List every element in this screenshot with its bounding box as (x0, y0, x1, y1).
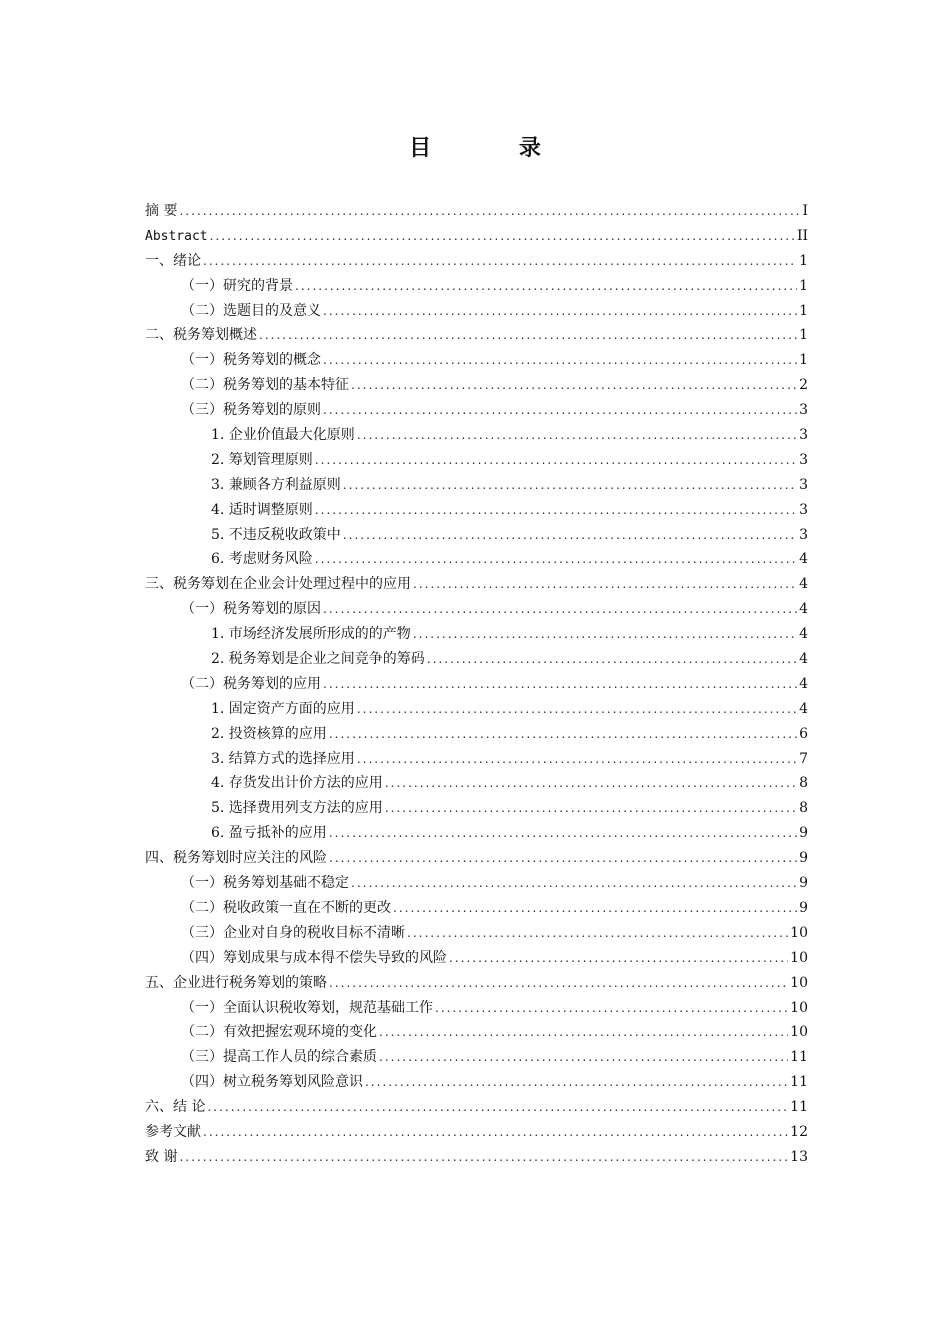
toc-entry-page-number: 6 (799, 725, 808, 742)
toc-entry-page-number: 4 (799, 651, 808, 668)
toc-entry[interactable] (145, 597, 808, 622)
toc-entry-label: 3. 结算方式的选择应用 (211, 750, 355, 767)
toc-entry[interactable] (145, 1120, 808, 1145)
toc-entry[interactable] (145, 274, 808, 299)
toc-entry-page-number: 1 (799, 327, 808, 344)
table-of-contents (145, 199, 808, 1170)
toc-entry-page-number: 1 (799, 252, 808, 269)
toc-entry[interactable] (145, 722, 808, 747)
toc-entry-page-number: 3 (799, 402, 808, 419)
toc-dot-leader (379, 1045, 788, 1070)
toc-entry-page-number: 8 (799, 800, 808, 817)
toc-entry-page-number: 1 (799, 352, 808, 369)
toc-entry[interactable] (145, 771, 808, 796)
toc-entry-label: （三）税务筹划的原则 (181, 402, 321, 419)
toc-entry-page-number: 4 (799, 626, 808, 643)
toc-entry-label: 摘 要 (145, 203, 178, 219)
toc-entry-page-number: 1 (799, 302, 808, 319)
toc-entry-page-number: 10 (790, 924, 808, 941)
toc-entry[interactable] (145, 747, 808, 772)
toc-entry-page-number: 10 (790, 974, 808, 991)
toc-dot-leader (351, 373, 797, 398)
toc-dot-leader (385, 796, 797, 821)
toc-dot-leader (343, 473, 797, 498)
toc-entry-label: 6. 盈亏抵补的应用 (211, 825, 327, 842)
toc-entry-label: （四）树立税务筹划风险意识 (181, 1074, 363, 1091)
toc-dot-leader (295, 274, 797, 299)
toc-entry[interactable] (145, 821, 808, 846)
toc-entry-page-number: 9 (799, 825, 808, 842)
toc-entry-label: 一、绪论 (145, 252, 201, 269)
toc-entry[interactable] (145, 1070, 808, 1095)
toc-entry-page-number: 12 (790, 1123, 808, 1140)
toc-entry-label: 5. 不违反税收政策中 (211, 526, 341, 543)
toc-dot-leader (379, 1020, 788, 1045)
toc-entry[interactable] (145, 871, 808, 896)
toc-entry-page-number: 13 (790, 1148, 808, 1165)
toc-entry-label: （二）税务筹划的应用 (181, 675, 321, 692)
toc-dot-leader (323, 672, 797, 697)
toc-entry-page-number: 3 (799, 526, 808, 543)
toc-dot-leader (323, 398, 797, 423)
toc-dot-leader (365, 1070, 788, 1095)
toc-entry-page-number: 4 (799, 675, 808, 692)
toc-entry-label: 3. 兼顾各方利益原则 (211, 476, 341, 493)
toc-dot-leader (343, 523, 797, 548)
toc-dot-leader (329, 971, 788, 996)
toc-entry[interactable] (145, 647, 808, 672)
toc-entry-label: （一）全面认识税收筹划，规范基础工作 (181, 999, 433, 1016)
toc-entry-label: 1. 固定资产方面的应用 (211, 700, 355, 717)
toc-entry-label: （四）筹划成果与成本得不偿失导致的风险 (181, 949, 447, 966)
toc-dot-leader (393, 896, 797, 921)
toc-entry[interactable] (145, 572, 808, 597)
toc-entry[interactable] (145, 224, 808, 249)
toc-entry-label: 二、税务筹划概述 (145, 327, 257, 344)
toc-entry[interactable] (145, 672, 808, 697)
toc-dot-leader (203, 249, 797, 274)
toc-dot-leader (329, 846, 797, 871)
toc-entry-page-number: 8 (799, 775, 808, 792)
toc-entry-label: 1. 市场经济发展所形成的的产物 (211, 626, 411, 643)
toc-entry-label: （一）税务筹划基础不稳定 (181, 875, 349, 892)
toc-entry-label: 4. 存货发出计价方法的应用 (211, 775, 383, 792)
toc-entry[interactable] (145, 1095, 808, 1120)
toc-dot-leader (323, 348, 797, 373)
toc-entry-label: 六、结 论 (145, 1099, 206, 1116)
page-title: 目 录 (409, 135, 581, 161)
toc-entry[interactable] (145, 846, 808, 871)
toc-entry[interactable] (145, 1020, 808, 1045)
toc-entry[interactable] (145, 996, 808, 1021)
toc-entry-page-number: 3 (799, 451, 808, 468)
toc-entry-page-number: 11 (790, 1099, 808, 1116)
toc-entry-label: 1. 企业价值最大化原则 (211, 427, 355, 444)
toc-entry-page-number: 4 (799, 551, 808, 568)
toc-entry[interactable] (145, 249, 808, 274)
toc-entry[interactable] (145, 1145, 808, 1170)
toc-entry[interactable] (145, 373, 808, 398)
toc-entry-page-number: 9 (799, 899, 808, 916)
toc-dot-leader (203, 1120, 788, 1145)
toc-entry-label: （二）税收政策一直在不断的更改 (181, 899, 391, 916)
toc-entry[interactable] (145, 323, 808, 348)
toc-dot-leader (413, 572, 797, 597)
toc-entry-label: 2. 筹划管理原则 (211, 451, 313, 468)
toc-dot-leader (329, 821, 797, 846)
toc-entry-label: 2. 税务筹划是企业之间竞争的筹码 (211, 651, 425, 668)
toc-entry-page-number: I (802, 203, 808, 219)
toc-entry-page-number: 10 (790, 1024, 808, 1041)
toc-entry-page-number: II (796, 227, 808, 244)
toc-entry-label: （三）提高工作人员的综合素质 (181, 1049, 377, 1066)
toc-entry-page-number: 4 (799, 700, 808, 717)
toc-dot-leader (351, 871, 797, 896)
toc-entry-label: 2. 投资核算的应用 (211, 725, 327, 742)
toc-entry-label: （三）企业对自身的税收目标不清晰 (181, 924, 405, 941)
toc-entry-page-number: 10 (790, 999, 808, 1016)
toc-entry-page-number: 1 (799, 277, 808, 294)
toc-dot-leader (449, 946, 788, 971)
toc-dot-leader (413, 622, 797, 647)
toc-entry-label: 四、税务筹划时应关注的风险 (145, 850, 327, 867)
toc-entry-label: 6. 考虑财务风险 (211, 551, 313, 568)
toc-dot-leader (259, 323, 797, 348)
toc-entry[interactable] (145, 398, 808, 423)
toc-entry[interactable] (145, 448, 808, 473)
toc-dot-leader (210, 224, 795, 249)
toc-entry-label: Abstract (145, 228, 208, 244)
toc-entry-label: （一）税务筹划的原因 (181, 601, 321, 618)
toc-entry[interactable] (145, 896, 808, 921)
toc-entry-label: （一）研究的背景 (181, 277, 293, 294)
toc-entry-label: （二）选题目的及意义 (181, 302, 321, 319)
toc-dot-leader (357, 747, 797, 772)
toc-entry-label: 参考文献 (145, 1123, 201, 1140)
toc-entry-page-number: 4 (799, 601, 808, 618)
toc-dot-leader (385, 771, 797, 796)
toc-entry[interactable] (145, 946, 808, 971)
toc-dot-leader (329, 722, 797, 747)
toc-entry-page-number: 10 (790, 949, 808, 966)
toc-entry[interactable] (145, 473, 808, 498)
toc-entry[interactable] (145, 299, 808, 324)
toc-entry-label: （二）税务筹划的基本特征 (181, 377, 349, 394)
toc-dot-leader (427, 647, 797, 672)
toc-entry-label: 5. 选择费用列支方法的应用 (211, 800, 383, 817)
toc-entry[interactable] (145, 622, 808, 647)
toc-entry[interactable] (145, 547, 808, 572)
toc-entry[interactable] (145, 348, 808, 373)
toc-entry-page-number: 3 (799, 501, 808, 518)
toc-entry-page-number: 2 (799, 377, 808, 394)
toc-dot-leader (323, 299, 797, 324)
toc-entry-label: 三、税务筹划在企业会计处理过程中的应用 (145, 576, 411, 593)
toc-entry[interactable] (145, 498, 808, 523)
toc-entry[interactable] (145, 796, 808, 821)
toc-entry-label: 致 谢 (145, 1148, 178, 1165)
toc-entry-page-number: 3 (799, 476, 808, 493)
toc-entry[interactable] (145, 921, 808, 946)
toc-dot-leader (435, 996, 788, 1021)
toc-entry-page-number: 4 (799, 576, 808, 593)
toc-dot-leader (179, 1145, 788, 1170)
toc-entry-page-number: 11 (790, 1049, 808, 1066)
toc-dot-leader (407, 921, 788, 946)
toc-entry[interactable] (145, 423, 808, 448)
toc-entry-label: 五、企业进行税务筹划的策略 (145, 974, 327, 991)
toc-dot-leader (357, 697, 797, 722)
toc-entry-label: 4. 适时调整原则 (211, 501, 313, 518)
toc-entry-page-number: 11 (790, 1074, 808, 1091)
toc-dot-leader (315, 498, 797, 523)
toc-entry[interactable] (145, 199, 808, 224)
toc-entry-page-number: 3 (799, 427, 808, 444)
toc-dot-leader (207, 1095, 788, 1120)
toc-entry-label: （一）税务筹划的概念 (181, 352, 321, 369)
toc-entry[interactable] (145, 523, 808, 548)
toc-dot-leader (315, 547, 797, 572)
toc-dot-leader (323, 597, 797, 622)
toc-entry[interactable] (145, 1045, 808, 1070)
toc-dot-leader (179, 199, 800, 224)
toc-entry-label: （二）有效把握宏观环境的变化 (181, 1024, 377, 1041)
toc-dot-leader (315, 448, 797, 473)
toc-entry-page-number: 9 (799, 875, 808, 892)
toc-dot-leader (357, 423, 797, 448)
toc-entry[interactable] (145, 697, 808, 722)
toc-entry-page-number: 9 (799, 850, 808, 867)
toc-entry[interactable] (145, 971, 808, 996)
toc-entry-page-number: 7 (799, 750, 808, 767)
